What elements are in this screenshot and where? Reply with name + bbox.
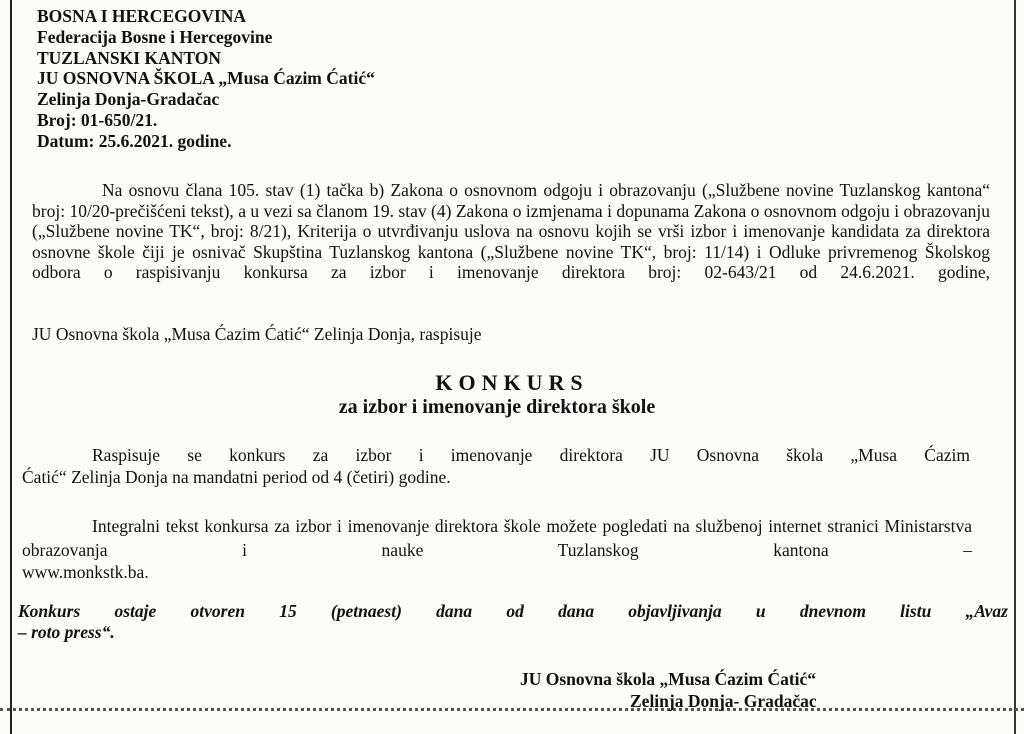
- announcement-paragraph: Raspisuje se konkurs za izbor i imenovanje direktora JU Osnovna škola „Musa Ćazim: [92, 445, 970, 465]
- left-border-line: [10, 0, 12, 734]
- right-border-line: [1014, 0, 1016, 734]
- bottom-cut-line: [0, 708, 1024, 711]
- letterhead: [37, 6, 375, 152]
- signature-block: [520, 668, 817, 712]
- header-school: JU OSNOVNA ŠKOLA „Musa Ćazim Ćatić“: [37, 68, 375, 89]
- signature-school: JU Osnovna škola „Musa Ćazim Ćatić“: [520, 669, 817, 689]
- header-canton: TUZLANSKI KANTON: [37, 47, 221, 68]
- announcement-paragraph-last-line: Ćatić“ Zelinja Donja na mandatni period od 4 (četiri) godine.: [22, 467, 451, 487]
- intro-paragraph: Na osnovu člana 105. stav (1) tačka b) Zakona o osnovnom odgoju i obrazovanju („Službene novine Tuzlanskog kantona“ broj: 10/20-prečišćeni tekst), a u vezi sa članom 19. stav (4) Zakona o izmjenama i dopunama Zakona o osnovnom odgoju i obrazovanju („Službene novine TK“, broj: 8/21), Kriterija o utvrđivanju uslova na osnovu kojih se vrši izbor i imenovanje kandidata za direktora osnovne škole čiji je osnivač Skupština Tuzlanskog kantona („Službene novine TK“, broj: 11/14) i Odluke privremenog Školskog odbora o raspisivanju konkursa za izbor i imenovanje direktora broj: 02-643/21 od 24.6.2021. godine,: [32, 180, 990, 283]
- header-federation: Federacija Bosne i Hercegovine: [37, 26, 273, 47]
- deadline-paragraph: Konkurs ostaje otvoren 15 (petnaest) dana od dana objavljivanja u dnevnom listu „Avaz: [18, 601, 1008, 621]
- signature-location: Zelinja Donja- Gradačac: [630, 691, 817, 711]
- integral-text-paragraph: Integralni tekst konkursa za izbor i imenovanje direktora škole možete pogledati na službenoj internet stranici Ministarstva obrazovanja i nauke Tuzlanskog kantona –: [22, 516, 972, 560]
- deadline-paragraph-last-line: – roto press“.: [18, 622, 115, 642]
- header-date: Datum: 25.6.2021. godine.: [37, 130, 232, 151]
- document-subtitle: za izbor i imenovanje direktora škole: [338, 396, 656, 418]
- header-reference-number: Broj: 01-650/21.: [37, 109, 158, 130]
- header-location: Zelinja Donja-Gradačac: [37, 89, 220, 110]
- integral-text-website: www.monkstk.ba.: [22, 562, 149, 582]
- header-country: BOSNA I HERCEGOVINA: [37, 6, 247, 26]
- document-title: KONKURS: [435, 370, 589, 395]
- intro-paragraph-last-line: JU Osnovna škola „Musa Ćazim Ćatić“ Zelinja Donja, raspisuje: [32, 324, 482, 344]
